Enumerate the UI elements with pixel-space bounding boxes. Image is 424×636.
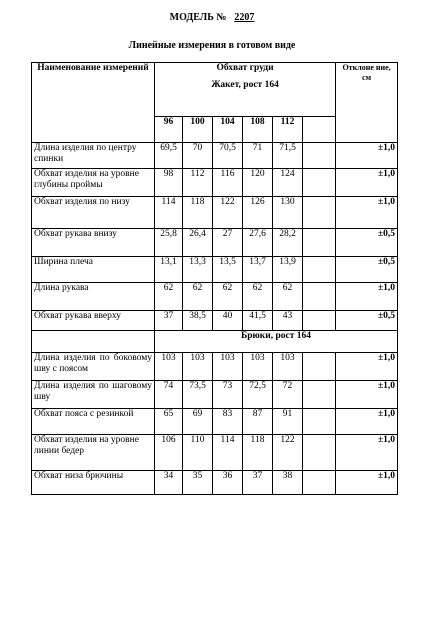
measurement-value: 106 <box>155 435 183 471</box>
chest-header: Обхват груди <box>216 63 274 73</box>
measurement-value: 73,5 <box>183 381 213 409</box>
measurement-value: 114 <box>155 197 183 229</box>
empty-cell <box>32 331 155 353</box>
measurement-value: 25,8 <box>155 229 183 257</box>
tolerance-column-header: Отклоне ние, см <box>336 63 398 143</box>
measurement-value: 62 <box>183 283 213 311</box>
table-row <box>32 435 398 471</box>
jacket-header: Жакет, рост 164 <box>211 80 279 90</box>
measurement-value: 122 <box>273 435 303 471</box>
empty-cell <box>303 353 336 381</box>
measurement-value: 13,5 <box>213 257 243 283</box>
empty-cell <box>303 169 336 197</box>
measurement-value: 103 <box>183 353 213 381</box>
model-number: 2207 <box>234 12 255 23</box>
measurement-value: 118 <box>183 197 213 229</box>
model-title <box>0 12 424 23</box>
measurement-value: 103 <box>273 353 303 381</box>
empty-cell <box>303 257 336 283</box>
measurement-value: 69 <box>183 409 213 435</box>
tolerance-value: ±1,0 <box>336 471 398 495</box>
measurement-value: 103 <box>243 353 273 381</box>
empty-size-cell <box>303 117 336 143</box>
tolerance-value: ±1,0 <box>336 409 398 435</box>
measurement-value: 37 <box>155 311 183 331</box>
table-row <box>32 311 398 331</box>
measurement-name: Обхват изделия по низу <box>32 197 155 229</box>
measurement-value: 73 <box>213 381 243 409</box>
measurement-value: 62 <box>273 283 303 311</box>
size-header: 100 <box>183 117 213 143</box>
table-row <box>32 353 398 381</box>
measurement-value: 38 <box>273 471 303 495</box>
page-subtitle: Линейные измерения в готовом виде <box>128 40 296 51</box>
measurement-value: 71 <box>243 143 273 169</box>
measurement-name: Длина изделия по шаговому шву <box>32 381 155 409</box>
measurement-value: 116 <box>213 169 243 197</box>
measurement-value: 70,5 <box>213 143 243 169</box>
table-row <box>32 471 398 495</box>
measurement-value: 38,5 <box>183 311 213 331</box>
empty-cell <box>303 143 336 169</box>
measurement-name: Ширина плеча <box>32 257 155 283</box>
chest-jacket-header <box>155 63 336 117</box>
measurements-table <box>31 62 398 495</box>
measurement-value: 13,3 <box>183 257 213 283</box>
measurement-value: 13,7 <box>243 257 273 283</box>
tolerance-value: ±1,0 <box>336 283 398 311</box>
measurement-value: 27 <box>213 229 243 257</box>
measurement-name: Обхват пояса с резинкой <box>32 409 155 435</box>
empty-cell <box>303 283 336 311</box>
tolerance-value: ±0,5 <box>336 311 398 331</box>
measurement-value: 62 <box>155 283 183 311</box>
measurement-name: Обхват рукава вверху <box>32 311 155 331</box>
empty-cell <box>303 229 336 257</box>
measurement-name: Длина изделия по центру спинки <box>32 143 155 169</box>
measurement-value: 27,6 <box>243 229 273 257</box>
table-row <box>32 283 398 311</box>
empty-cell <box>303 409 336 435</box>
measurement-value: 91 <box>273 409 303 435</box>
table-row <box>32 381 398 409</box>
measurement-value: 40 <box>213 311 243 331</box>
tolerance-value: ±1,0 <box>336 353 398 381</box>
measurement-value: 37 <box>243 471 273 495</box>
measurement-value: 41,5 <box>243 311 273 331</box>
measurement-value: 126 <box>243 197 273 229</box>
measurement-value: 34 <box>155 471 183 495</box>
measurement-name: Обхват изделия на уровне глубины проймы <box>32 169 155 197</box>
measurement-value: 35 <box>183 471 213 495</box>
measurement-name: Длина рукава <box>32 283 155 311</box>
table-row <box>32 197 398 229</box>
empty-cell <box>303 197 336 229</box>
name-column-header: Наименование измерений <box>32 63 155 143</box>
size-header: 112 <box>273 117 303 143</box>
measurement-value: 13,1 <box>155 257 183 283</box>
table-row <box>32 257 398 283</box>
measurement-name: Обхват низа брючины <box>32 471 155 495</box>
measurement-value: 87 <box>243 409 273 435</box>
measurement-value: 110 <box>183 435 213 471</box>
size-header: 104 <box>213 117 243 143</box>
measurement-name: Обхват рукава внизу <box>32 229 155 257</box>
measurement-value: 74 <box>155 381 183 409</box>
measurement-name: Обхват изделия на уровне линии бедер <box>32 435 155 471</box>
measurement-value: 69,5 <box>155 143 183 169</box>
measurement-value: 114 <box>213 435 243 471</box>
measurement-value: 120 <box>243 169 273 197</box>
measurement-value: 70 <box>183 143 213 169</box>
size-header: 108 <box>243 117 273 143</box>
measurement-value: 112 <box>183 169 213 197</box>
trousers-header: Брюки, рост 164 <box>155 331 398 353</box>
measurement-value: 72,5 <box>243 381 273 409</box>
measurement-value: 36 <box>213 471 243 495</box>
measurement-value: 98 <box>155 169 183 197</box>
tolerance-value: ±0,5 <box>336 229 398 257</box>
table-row <box>32 143 398 169</box>
empty-cell <box>303 471 336 495</box>
empty-cell <box>303 311 336 331</box>
table-row <box>32 229 398 257</box>
tolerance-value: ±1,0 <box>336 197 398 229</box>
measurement-value: 62 <box>213 283 243 311</box>
table-row <box>32 169 398 197</box>
measurement-name: Длина изделия по боковому шву с поясом <box>32 353 155 381</box>
measurement-value: 62 <box>243 283 273 311</box>
tolerance-value: ±1,0 <box>336 169 398 197</box>
measurement-value: 43 <box>273 311 303 331</box>
empty-cell <box>303 435 336 471</box>
measurement-value: 124 <box>273 169 303 197</box>
measurement-value: 118 <box>243 435 273 471</box>
size-header: 96 <box>155 117 183 143</box>
tolerance-value: ±1,0 <box>336 435 398 471</box>
tolerance-value: ±0,5 <box>336 257 398 283</box>
measurement-value: 122 <box>213 197 243 229</box>
measurement-value: 28,2 <box>273 229 303 257</box>
measurement-value: 103 <box>155 353 183 381</box>
measurement-value: 103 <box>213 353 243 381</box>
measurement-value: 26,4 <box>183 229 213 257</box>
table-row <box>32 409 398 435</box>
tolerance-value: ±1,0 <box>336 381 398 409</box>
measurement-value: 71,5 <box>273 143 303 169</box>
measurement-value: 83 <box>213 409 243 435</box>
empty-cell <box>303 381 336 409</box>
measurement-value: 72 <box>273 381 303 409</box>
measurement-value: 65 <box>155 409 183 435</box>
trousers-section-row <box>32 331 398 353</box>
measurement-value: 13,9 <box>273 257 303 283</box>
measurement-value: 130 <box>273 197 303 229</box>
model-label: МОДЕЛЬ № <box>169 12 227 23</box>
tolerance-value: ±1,0 <box>336 143 398 169</box>
